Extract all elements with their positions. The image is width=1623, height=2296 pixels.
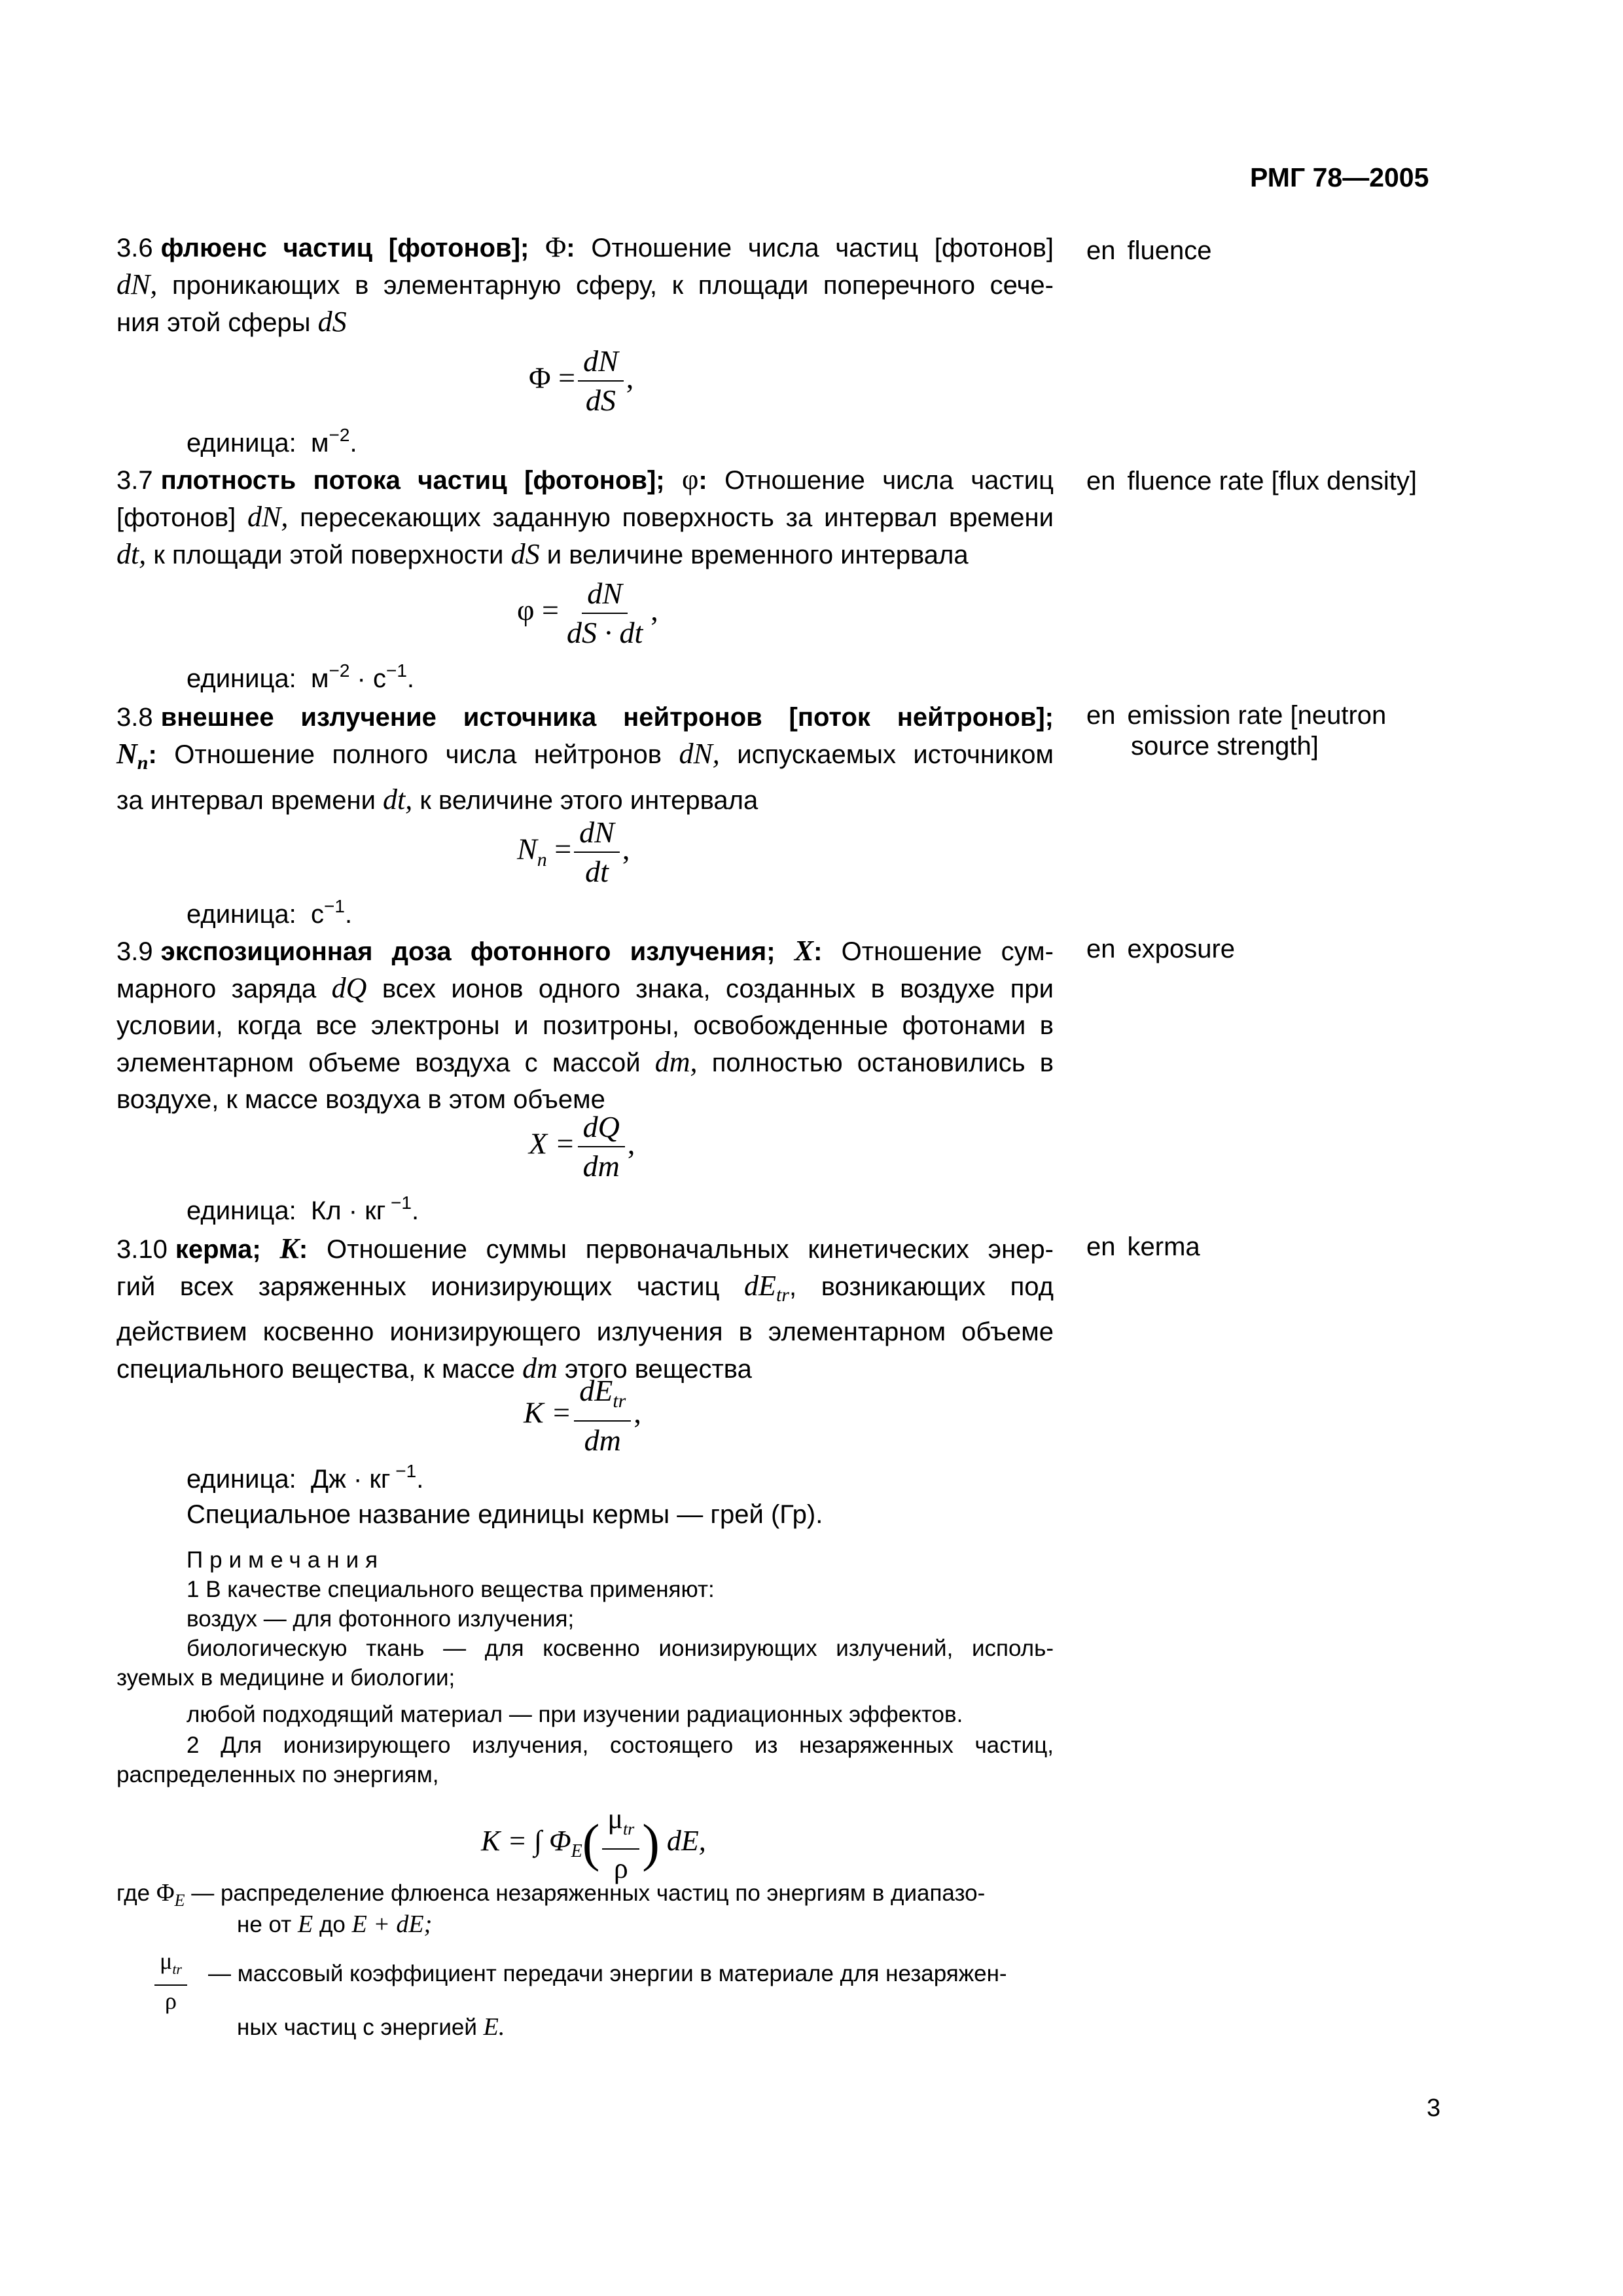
symbol-dE: dE — [744, 1270, 776, 1302]
formula-lhs: φ = — [517, 593, 559, 627]
note-line: биологическую ткань — для косвенно ионизирующих излучений, исполь- — [187, 1636, 1054, 1661]
formula-denominator: dm — [584, 1424, 621, 1458]
note-line: 1 В качестве специального вещества применяют: — [187, 1577, 715, 1602]
term-symbol: N — [116, 738, 137, 770]
colon: : — [298, 1235, 308, 1264]
term-title: керма; — [175, 1235, 261, 1264]
definition-line: условии, когда все электроны и позитроны, освобожденные фотонами в — [116, 1011, 1054, 1040]
where-symbol: Φ — [156, 1879, 175, 1907]
term-symbol: φ — [681, 463, 699, 495]
unit-line — [187, 1461, 424, 1494]
english-equivalent — [1086, 465, 1453, 497]
term-number: 3.10 — [116, 1235, 168, 1264]
unit-label: единица: — [187, 1465, 296, 1494]
unit-label: единица: — [187, 664, 296, 693]
term-title: экспозиционная доза фотонного излучения; — [160, 937, 776, 966]
formula-tail: , — [622, 832, 630, 866]
unit-exponent: −2 — [329, 660, 350, 681]
unit-line — [187, 660, 415, 694]
note-line: любой подходящий материал — при изучении радиационных эффектов. — [187, 1702, 963, 1727]
definition-line: элементарном объеме воздуха с массой — [116, 1049, 641, 1077]
definition-line: действием косвенно ионизирующего излучения в элементарном объеме — [116, 1318, 1054, 1346]
unit-tail: . — [344, 900, 353, 929]
lang-tag: en — [1086, 935, 1116, 963]
unit-value: м — [311, 664, 329, 693]
english-equivalent — [1086, 234, 1453, 267]
english-term-continued: source strength] — [1131, 732, 1319, 761]
unit-label: единица: — [187, 429, 296, 457]
formula-kerma — [524, 1373, 641, 1458]
colon: : — [698, 466, 707, 495]
term-symbol: K — [279, 1232, 299, 1265]
formula-denominator: dm — [582, 1149, 620, 1183]
where-cont: не от — [237, 1912, 292, 1937]
unit-tail: . — [411, 1196, 419, 1225]
term-title: флюенс частиц [фотонов]; — [160, 234, 529, 262]
unit-value: м — [311, 429, 329, 457]
definition-line: полностью остановились в — [711, 1049, 1054, 1077]
where-symbol-sub: E — [174, 1891, 185, 1910]
unit-label: единица: — [187, 900, 296, 929]
formula-lhs: Φ = — [529, 361, 576, 395]
mu-fraction — [152, 1947, 190, 2015]
unit-mid: · с — [349, 664, 386, 693]
formula-emission-rate — [517, 815, 630, 889]
english-equivalent — [1086, 1230, 1453, 1263]
formula-numerator: dQ — [578, 1109, 625, 1147]
formula-tail: , — [633, 1395, 641, 1429]
unit-value: Дж · кг — [311, 1465, 391, 1494]
mu-description: — массовый коэффициент передачи энергии в материале для незаряжен- — [208, 1961, 1007, 1986]
formula-tail: , — [627, 1126, 635, 1160]
definition-line: этого вещества — [564, 1355, 752, 1384]
formula-lhs: K = — [524, 1395, 572, 1429]
definition-line: воздухе, к массе воздуха в этом объеме — [116, 1085, 605, 1114]
note-line: 2 Для ионизирующего излучения, состоящего из незаряженных частиц, — [187, 1732, 1054, 1758]
formula-kerma-integral — [481, 1801, 706, 1886]
right-paren: ) — [642, 1814, 660, 1873]
formula-denominator: ρ — [613, 1852, 628, 1884]
formula-numerator-sub: tr — [613, 1390, 626, 1412]
colon: : — [148, 740, 157, 769]
english-term: kerma — [1127, 1232, 1200, 1261]
colon: : — [813, 937, 823, 966]
unit-line — [187, 1193, 419, 1226]
symbol-E: E. — [483, 2013, 505, 2041]
formula-denominator: dS · dt — [567, 616, 643, 649]
english-term: emission rate [neutron — [1127, 701, 1387, 730]
formula-numerator: dN — [574, 815, 620, 853]
where-description: — распределение флюенса незаряженных частиц по энергиям в диапазо- — [191, 1880, 986, 1906]
notes-heading: Примечания — [187, 1547, 385, 1573]
definition-line: проникающих в элементарную сферу, к площади поперечного сече- — [171, 271, 1054, 300]
formula-denominator: dt — [585, 855, 609, 888]
term-number: 3.8 — [116, 703, 153, 732]
definition-line: Отношение полного числа нейтронов — [174, 740, 662, 769]
english-equivalent — [1086, 699, 1453, 732]
definition-line: гий всех заряженных ионизирующих частиц — [116, 1272, 720, 1301]
definition-line: всех ионов одного знака, созданных в воздухе при — [382, 975, 1054, 1003]
definition-line: [фотонов] — [116, 503, 236, 532]
lang-tag: en — [1086, 701, 1116, 730]
special-unit-name: Специальное название единицы кермы — грей (Гр). — [187, 1500, 823, 1529]
unit-line — [187, 425, 357, 458]
unit-exponent: −1 — [390, 1461, 417, 1481]
page-number: 3 — [1427, 2094, 1441, 2122]
symbol-dE-sub: tr — [776, 1284, 789, 1306]
english-equivalent — [1086, 933, 1453, 965]
symbol-dN: dN, — [116, 268, 158, 300]
unit-value: с — [311, 900, 324, 929]
symbol-dS: dS — [317, 306, 347, 338]
unit-tail: . — [416, 1465, 424, 1494]
definition-line: к площади этой поверхности — [153, 541, 504, 569]
formula-exposure — [529, 1109, 635, 1184]
definition-line: Отношение числа частиц [фотонов] — [591, 234, 1054, 262]
definition-line: и величине временного интервала — [546, 541, 969, 569]
formula-flux-density — [517, 576, 658, 651]
mu-cont: ных частиц с энергией — [237, 2015, 477, 2040]
symbol-dQ: dQ — [331, 972, 367, 1004]
term-symbol: X — [794, 935, 814, 967]
document-code: РМГ 78—2005 — [1250, 162, 1429, 192]
unit-exponent: −2 — [329, 425, 350, 445]
definition-line: ния этой сферы — [116, 308, 311, 337]
unit-label: единица: — [187, 1196, 296, 1225]
definition-line: Отношение сум- — [841, 937, 1054, 966]
english-term: exposure — [1127, 935, 1236, 963]
formula-tail: , — [651, 593, 658, 627]
term-3-6 — [116, 229, 1054, 341]
symbol-dt: dt, — [116, 538, 147, 570]
unit-exponent: −1 — [324, 896, 345, 916]
symbol-E: E — [297, 1910, 313, 1938]
formula-numerator: dN — [578, 344, 624, 382]
formula-lhs-sub: E — [571, 1840, 582, 1861]
mu-description-cont — [237, 2013, 505, 2042]
definition-line: марного заряда — [116, 975, 317, 1003]
term-title: внешнее излучение источника нейтронов [поток нейтронов]; — [160, 703, 1054, 732]
formula-lhs: N — [517, 832, 537, 866]
formula-numerator-sub: tr — [622, 1819, 635, 1839]
definition-line: возникающих под — [821, 1272, 1054, 1301]
term-number: 3.7 — [116, 466, 153, 495]
term-number: 3.9 — [116, 937, 153, 966]
term-symbol-sub: n — [137, 752, 149, 774]
lang-tag: en — [1086, 467, 1116, 495]
symbol-E-dE: E + dE; — [351, 1910, 433, 1938]
term-3-9 — [116, 933, 1054, 1118]
english-term: fluence — [1127, 236, 1212, 265]
unit-value: Кл · кг — [311, 1196, 386, 1225]
definition-line: за интервал времени — [116, 786, 376, 815]
formula-tail: , — [626, 361, 634, 395]
formula-lhs-sub: n — [537, 848, 547, 870]
symbol-dm: dm — [522, 1352, 558, 1384]
formula-lhs: X = — [529, 1126, 575, 1160]
formula-fluence — [529, 344, 633, 418]
symbol-dN: dN, — [679, 738, 720, 770]
english-term: fluence rate [flux density] — [1127, 467, 1417, 495]
mu-denominator: ρ — [165, 1988, 177, 2015]
left-paren: ( — [582, 1814, 600, 1873]
term-3-8 — [116, 699, 1054, 819]
term-title: плотность потока частиц [фотонов]; — [160, 466, 665, 495]
formula-numerator: dN — [582, 576, 628, 614]
unit-exponent: −1 — [385, 660, 407, 681]
where-to: до — [319, 1912, 346, 1937]
note-line: зуемых в медицине и биологии; — [116, 1665, 455, 1691]
definition-line: Отношение числа частиц — [724, 466, 1054, 495]
where-label: где — [116, 1880, 151, 1906]
symbol-dN: dN, — [247, 501, 289, 533]
unit-tail: . — [349, 429, 357, 457]
term-symbol: Φ — [545, 231, 567, 263]
symbol-dt: dt, — [383, 783, 413, 816]
term-3-7 — [116, 461, 1054, 573]
formula-equals: = — [554, 832, 572, 866]
formula-lhs: K = ∫ Φ — [481, 1824, 571, 1857]
unit-exponent: −1 — [385, 1193, 412, 1213]
formula-denominator: dS — [585, 384, 616, 417]
unit-tail: . — [406, 664, 415, 693]
formula-numerator: μ — [607, 1803, 623, 1835]
definition-line: специального вещества, к массе — [116, 1355, 515, 1384]
term-number: 3.6 — [116, 234, 153, 262]
symbol-dS: dS — [510, 538, 540, 570]
colon: : — [566, 234, 575, 262]
symbol-dm: dm, — [654, 1046, 698, 1078]
unit-line — [187, 896, 353, 929]
mu-numerator: μ — [160, 1948, 173, 1974]
definition-line: Отношение суммы первоначальных кинетических энер- — [327, 1235, 1054, 1264]
term-3-10 — [116, 1230, 1054, 1388]
note-line: воздух — для фотонного излучения; — [187, 1606, 575, 1632]
definition-line: испускаемых источником — [737, 740, 1054, 769]
mu-numerator-sub: tr — [172, 1961, 182, 1978]
formula-tail: dE, — [666, 1824, 706, 1857]
lang-tag: en — [1086, 1232, 1116, 1261]
definition-line: к величине этого интервала — [419, 786, 758, 815]
where-phi-cont — [237, 1910, 432, 1939]
definition-line: пересекающих заданную поверхность за интервал времени — [300, 503, 1054, 532]
lang-tag: en — [1086, 236, 1116, 265]
symbol-tail: , — [789, 1272, 797, 1301]
note-line: распределенных по энергиям, — [116, 1762, 439, 1787]
formula-numerator: dE — [579, 1374, 613, 1407]
